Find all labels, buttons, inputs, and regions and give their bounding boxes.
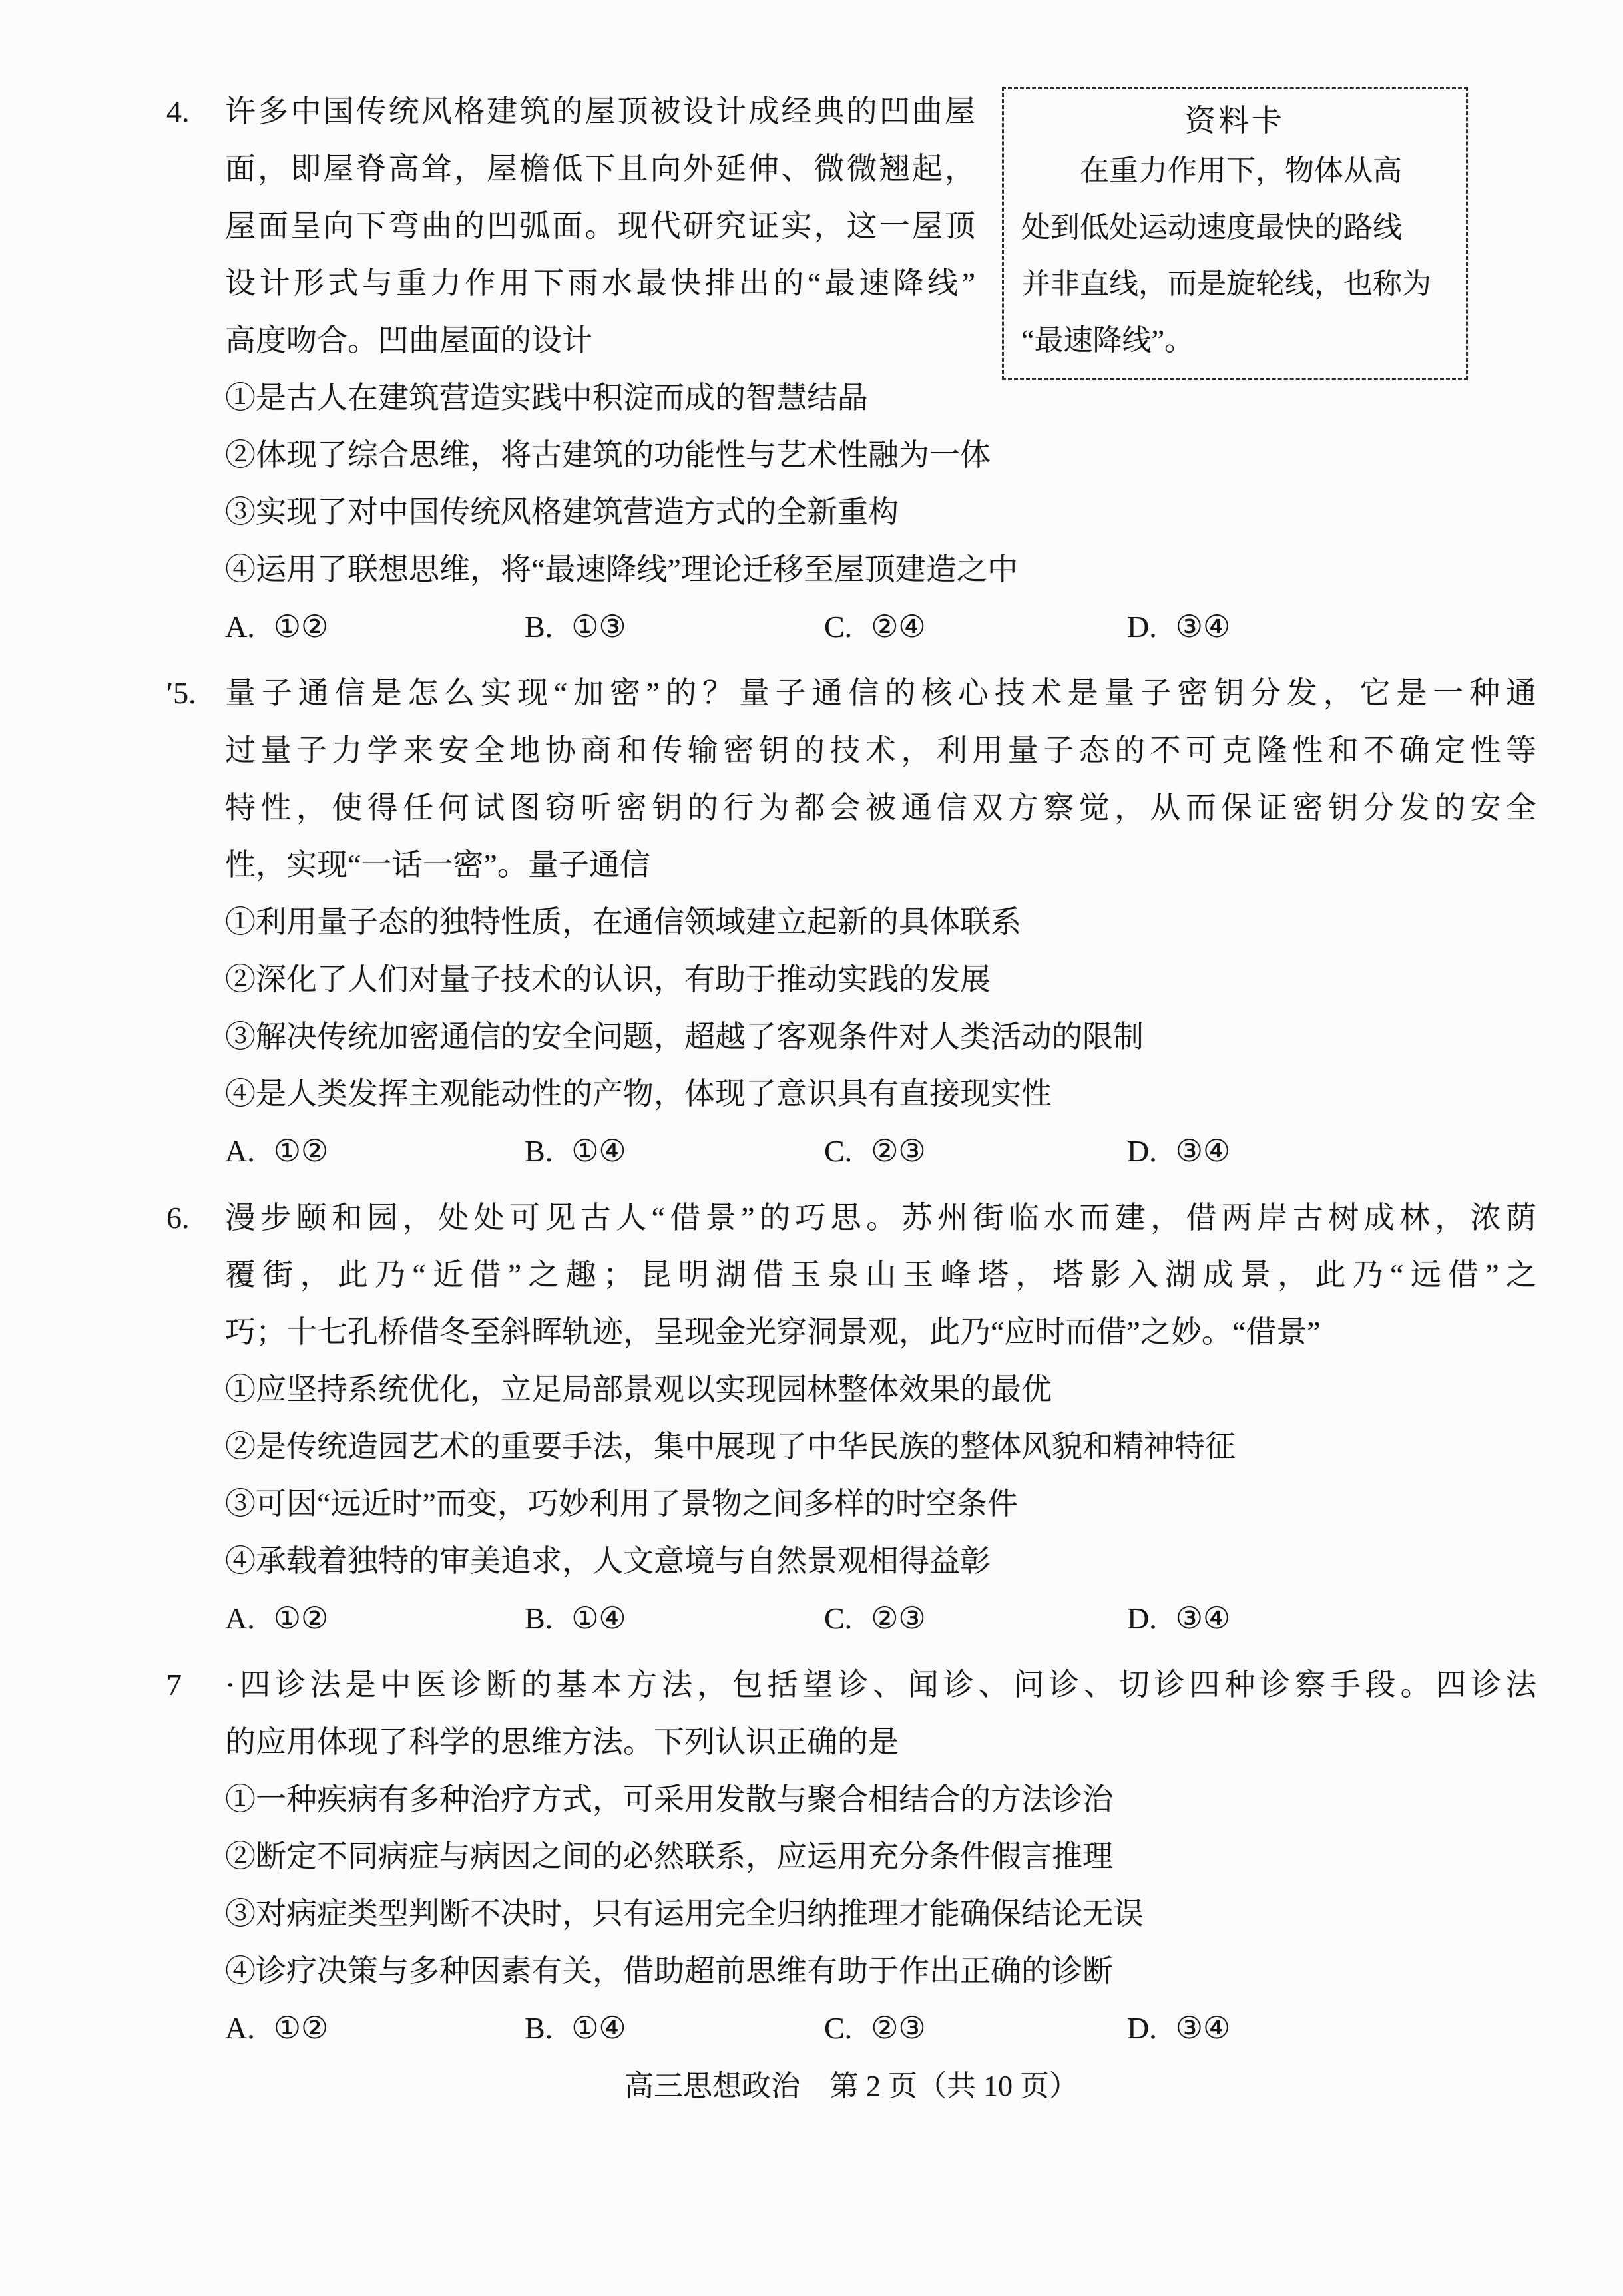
option-line: ①利用量子态的独特性质，在通信领域建立起新的具体联系 [225,905,1021,939]
choice-value: ③④ [1175,2011,1231,2045]
stem-line: 的应用体现了科学的思维方法。下列认识正确的是 [225,1725,899,1759]
choice-d [1127,598,1230,656]
info-card-line: 处到低处运动速度最快的路线 [1021,211,1402,244]
choice-value: ②③ [871,1134,926,1168]
choice-value: ②④ [871,610,926,644]
question-6-number: 6. [166,1201,190,1235]
choice-label: B. [525,1134,553,1168]
choice-value: ①② [273,1601,329,1635]
choice-d [1127,1590,1230,1647]
choice-b [525,2000,824,2057]
choice-b [525,1123,824,1180]
stem-line: 许多中国传统风格建筑的屋顶被设计成经典的凹曲屋 [225,95,975,128]
choice-c [824,598,1127,656]
question-7 [166,1656,1536,2057]
choice-label: C. [824,1134,853,1168]
choice-value: ③④ [1175,1134,1231,1168]
choice-label: D. [1127,610,1157,644]
choice-value: ①③ [571,610,626,644]
info-card-line: “最速降线”。 [1021,324,1194,357]
option-line: ③可因“远近时”而变，巧妙利用了景物之间多样的时空条件 [225,1487,1018,1521]
question-4-number: 4. [166,95,190,128]
choice-c [824,1123,1127,1180]
info-card-line: 在重力作用下，物体从高 [1080,154,1402,187]
footer-page-number: 第 2 页（共 10 页） [829,2070,1078,2102]
choice-value: ③④ [1175,1601,1231,1635]
option-line: ④运用了联想思维，将“最速降线”理论迁移至屋顶建造之中 [225,552,1018,586]
question-6-body [225,1189,1536,1647]
stem-line: 设计形式与重力作用下雨水最快排出的“最速降线” [225,266,975,300]
question-7-body [225,1656,1536,2057]
info-card-title: 资料卡 [1185,104,1285,138]
option-line: ①应坚持系统优化，立足局部景观以实现园林整体效果的最优 [225,1372,1052,1406]
choice-label: C. [824,1601,853,1635]
choice-label: A. [225,1601,255,1635]
option-line: ②断定不同病症与病因之间的必然联系，应运用充分条件假言推理 [225,1839,1113,1873]
stem-line: 巧；十七孔桥借冬至斜晖轨迹，呈现金光穿洞景观，此乃“应时而借”之妙。“借景” [225,1315,1321,1349]
stem-line: 漫步颐和园，处处可见古人“借景”的巧思。苏州街临水而建，借两岸古树成林，浓荫 [225,1201,1536,1235]
choice-value: ②③ [871,2011,926,2045]
stem-line: 面，即屋脊高耸，屋檐低下且向外延伸、微微翘起， [225,152,975,186]
choice-label: A. [225,610,255,644]
option-line: ③对病症类型判断不决时，只有运用完全归纳推理才能确保结论无误 [225,1897,1144,1931]
option-line: ④承载着独特的审美追求，人文意境与自然景观相得益彰 [225,1544,991,1578]
choice-label: C. [824,2011,853,2045]
choice-label: A. [225,1134,255,1168]
stem-line: 过量子力学来安全地协商和传输密钥的技术，利用量子态的不可克隆性和不确定性等 [225,733,1536,767]
option-line: ③解决传统加密通信的安全问题，超越了客观条件对人类活动的限制 [225,1020,1144,1053]
choice-a [225,598,525,656]
choice-label: C. [824,610,853,644]
question-6 [166,1189,1536,1647]
choice-value: ①④ [571,2011,626,2045]
choice-row [225,598,1536,656]
choice-row [225,1123,1536,1180]
choice-a [225,1123,525,1180]
option-line: ②深化了人们对量子技术的认识，有助于推动实践的发展 [225,962,991,996]
footer-subject: 高三思想政治 [624,2070,800,2102]
choice-value: ①④ [571,1134,626,1168]
choice-label: D. [1127,2011,1157,2045]
choice-value: ①② [273,610,329,644]
choice-value: ①② [273,1134,329,1168]
option-line: ②体现了综合思维，将古建筑的功能性与艺术性融为一体 [225,438,991,472]
choice-c [824,1590,1127,1647]
choice-value: ②③ [871,1601,926,1635]
stem-line: 覆街，此乃“近借”之趣；昆明湖借玉泉山玉峰塔，塔影入湖成景，此乃“远借”之 [225,1258,1536,1292]
question-5-body [225,665,1536,1180]
option-line: ②是传统造园艺术的重要手法，集中展现了中华民族的整体风貌和精神特征 [225,1430,1236,1463]
choice-b [525,598,824,656]
choice-label: B. [525,610,553,644]
choice-row [225,1590,1536,1647]
choice-d [1127,1123,1230,1180]
choice-label: B. [525,1601,553,1635]
choice-label: B. [525,2011,553,2045]
choice-label: A. [225,2011,255,2045]
question-5-number: ′5. [166,676,196,710]
choice-value: ③④ [1175,610,1231,644]
info-card [1002,87,1468,380]
choice-row [225,2000,1536,2057]
info-card-line: 并非直线，而是旋轮线，也称为 [1021,268,1431,300]
question-4 [166,83,1536,656]
question-7-number: 7 [166,1668,182,1702]
stem-line: ·四诊法是中医诊断的基本方法，包括望诊、闻诊、问诊、切诊四种诊察手段。四诊法 [225,1668,1536,1702]
choice-c [824,2000,1127,2057]
stem-line: 屋面呈向下弯曲的凹弧面。现代研究证实，这一屋顶 [225,209,975,243]
option-line: ④是人类发挥主观能动性的产物，体现了意识具有直接现实性 [225,1077,1052,1111]
question-4-body [225,83,1536,656]
choice-label: D. [1127,1601,1157,1635]
choice-a [225,2000,525,2057]
choice-label: D. [1127,1134,1157,1168]
choice-value: ①② [273,2011,329,2045]
option-line: ①是古人在建筑营造实践中积淀而成的智慧结晶 [225,381,868,415]
option-line: ①一种疾病有多种治疗方式，可采用发散与聚合相结合的方法诊治 [225,1782,1113,1816]
stem-line: 性，实现“一话一密”。量子通信 [225,848,650,882]
choice-d [1127,2000,1230,2057]
choice-a [225,1590,525,1647]
option-line: ③实现了对中国传统风格建筑营造方式的全新重构 [225,495,899,529]
stem-line: 量子通信是怎么实现“加密”的？量子通信的核心技术是量子密钥分发，它是一种通 [225,676,1536,710]
page-footer [166,2066,1536,2106]
stem-line: 特性，使得任何试图窃听密钥的行为都会被通信双方察觉，从而保证密钥分发的安全 [225,791,1536,825]
option-line: ④诊疗决策与多种因素有关，借助超前思维有助于作出正确的诊断 [225,1954,1113,1988]
question-5 [166,665,1536,1180]
stem-line: 高度吻合。凹曲屋面的设计 [225,323,592,357]
choice-b [525,1590,824,1647]
choice-value: ①④ [571,1601,626,1635]
